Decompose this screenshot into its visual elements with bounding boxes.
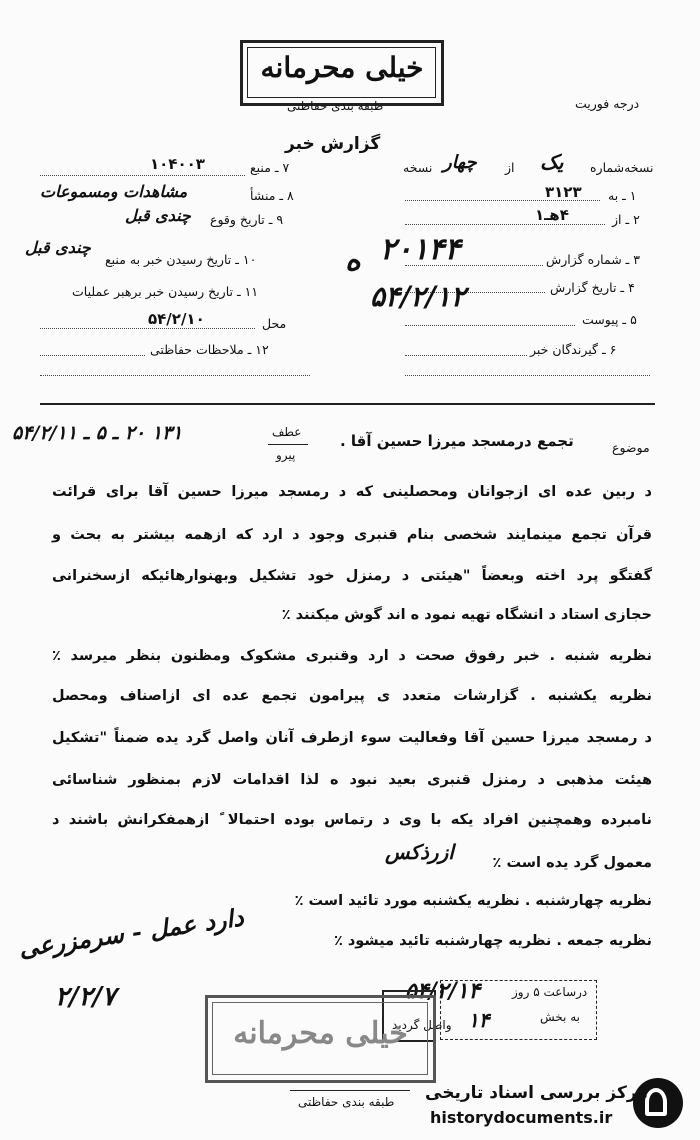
ref-top-label: عطف (272, 425, 302, 439)
location-line (40, 328, 255, 329)
origin-label: ۸ ـ منشأ (250, 188, 294, 203)
ref-value: ۱۳۱ ۲۰ ـ ۵ ـ ۵۴/۲/۱۱ (12, 422, 183, 444)
copy-of-label: از (505, 160, 515, 175)
body-line-1: د ربین عده ای ازجوانان ومحصلینی که د رمسجد میرزا حسین آقا برای قرائت (52, 484, 652, 500)
receipt-sub: ۱۴ (468, 1008, 490, 1032)
report-number-label: ۳ ـ شماره گزارش (546, 252, 641, 267)
body-line-5: نظریه شنبه . خبر رفوق صحت د ارد وقنبری مشکوک ومظنون بنظر میرسد ٪ (52, 648, 652, 664)
field-to-label: ۱ ـ به (608, 188, 637, 203)
footer-classification-label: طبقه بندی حفاظتی (298, 1095, 395, 1109)
urgency-label: درجه فوریت (575, 96, 640, 111)
handwritten-signature: دارد عمل - سرمزرعی (17, 902, 246, 963)
copy-number-label: نسخه‌شماره (590, 160, 654, 175)
header-divider (40, 403, 655, 405)
body-line-10: معمول گرد یده است ٪ (492, 855, 652, 871)
bottom-stamp-text: خیلی محرمانه (233, 1016, 408, 1051)
body-line-3: گفتگو پرد اخته وبعضاً "هیئتی د رمنزل خود تشکیل وبهنوارهائیکه ازسخنرانی (52, 568, 652, 584)
receipt-date: ۵۴/۲/۱۴ (405, 978, 481, 1004)
ref-bottom-label: پیرو (276, 448, 296, 462)
body-line-6: نظریه یکشنبه . گزارشات متعدد ی پیرامون تجمع عده ای ازاصناف ومحصل (52, 688, 652, 704)
body-line-8: هیئت مذهبی د رمنزل قنبری بعید نبود ه لذا اقدامات لازم بمنظور شناسائی (52, 772, 652, 788)
logo-url: historydocuments.ir (430, 1108, 613, 1127)
source-value: ۱۰۴۰۰۳ (150, 155, 205, 173)
copy-number-value: یک (540, 150, 564, 174)
origin-value: مشاهدات ومسموعات (40, 182, 188, 201)
report-date-value: ۵۴/۲/۱۲ (370, 280, 466, 313)
attachment-label: ۵ ـ پیوست (582, 312, 637, 327)
location-value: ۵۴/۲/۱۰ (148, 310, 205, 328)
field-from-value: ۴هـ۱ (535, 206, 569, 224)
recipients-label: ۶ ـ گیرندگان خبر (530, 342, 617, 357)
receipt-line-3: واصل گردید (392, 1018, 452, 1032)
handwritten-inline-note: ازرذکس (385, 840, 454, 864)
occurrence-date-value: چندی قبل (125, 206, 191, 225)
source-receipt-date-value: چندی قبل (25, 238, 91, 257)
security-notes-label: ۱۲ ـ ملاحظات حفاظتی (150, 342, 269, 357)
top-stamp-text: خیلی محرمانه (260, 51, 424, 84)
security-notes-line (40, 355, 145, 356)
recipients-line-2 (405, 375, 650, 376)
report-date-label: ۴ ـ تاریخ گزارش (550, 280, 635, 295)
source-label: ۷ ـ منبع (250, 160, 290, 175)
top-secret-stamp (240, 40, 444, 106)
field-to-value: ۳۱۲۳ (545, 183, 582, 201)
copy-of-value: چهار (443, 152, 477, 173)
subject-label: موضوع (612, 440, 650, 455)
body-line-9: نامبرده وهمچنین افراد یکه با وی د رتماس بوده احتمالا ً ازهمفکرانش باشند د (52, 812, 652, 828)
source-line (40, 175, 245, 176)
source-receipt-date-label: ۱۰ ـ تاریخ رسیدن خبر به منبع (105, 252, 257, 267)
handwritten-number: ۲/۲/۷ (55, 982, 116, 1012)
margin-note: ه (345, 243, 361, 278)
footer-divider (290, 1090, 410, 1091)
opinion-wednesday: نظریه چهارشنبه . نظریه یکشنبه مورد تائید است ٪ (294, 893, 652, 909)
opinion-friday: نظریه جمعه . نظریه چهارشنبه تائید میشود ٪ (333, 933, 652, 949)
body-line-2: قرآن تجمع مینمایند شخصی بنام قنبری وجود د ارد که ازهمه بیشتر به بحث و (52, 527, 652, 543)
recipients-line (405, 355, 527, 356)
field-from-line (405, 224, 605, 225)
logo-org-name: مرکز بررسی اسناد تاریخی (425, 1083, 648, 1103)
receipt-line-2: به بخش (540, 1010, 580, 1024)
subject-text: تجمع درمسجد میرزا حسین آقا . (340, 432, 574, 450)
classification-label: طبقه بندی حفاظتی (287, 99, 384, 113)
report-title: گزارش خبر (285, 134, 381, 154)
location-label: محل (262, 316, 287, 331)
security-notes-line-2 (40, 375, 310, 376)
field-from-label: ۲ ـ از (612, 212, 640, 227)
body-line-7: د رمسجد میرزا حسین آقا وفعالیت سوء ازطرف آنان واصل گرد یده ضمناً "تشکیل (52, 730, 652, 746)
bottom-secret-stamp (205, 995, 436, 1083)
report-number-value: ۲۰۱۴۴ (380, 232, 461, 267)
receipt-line-1: درساعت ۵ روز (512, 985, 588, 999)
attachment-line (405, 325, 575, 326)
body-line-4: حجازی استاد د انشگاه تهیه نمود ه اند گوش میکنند ٪ (281, 607, 652, 623)
occurrence-date-label: ۹ ـ تاریخ وقوع (210, 212, 284, 227)
ref-divider (268, 444, 308, 445)
copy-unit-label: نسخه (403, 160, 433, 175)
operations-date-label: ۱۱ ـ تاریخ رسیدن خبر برهبر عملیات (72, 284, 259, 299)
